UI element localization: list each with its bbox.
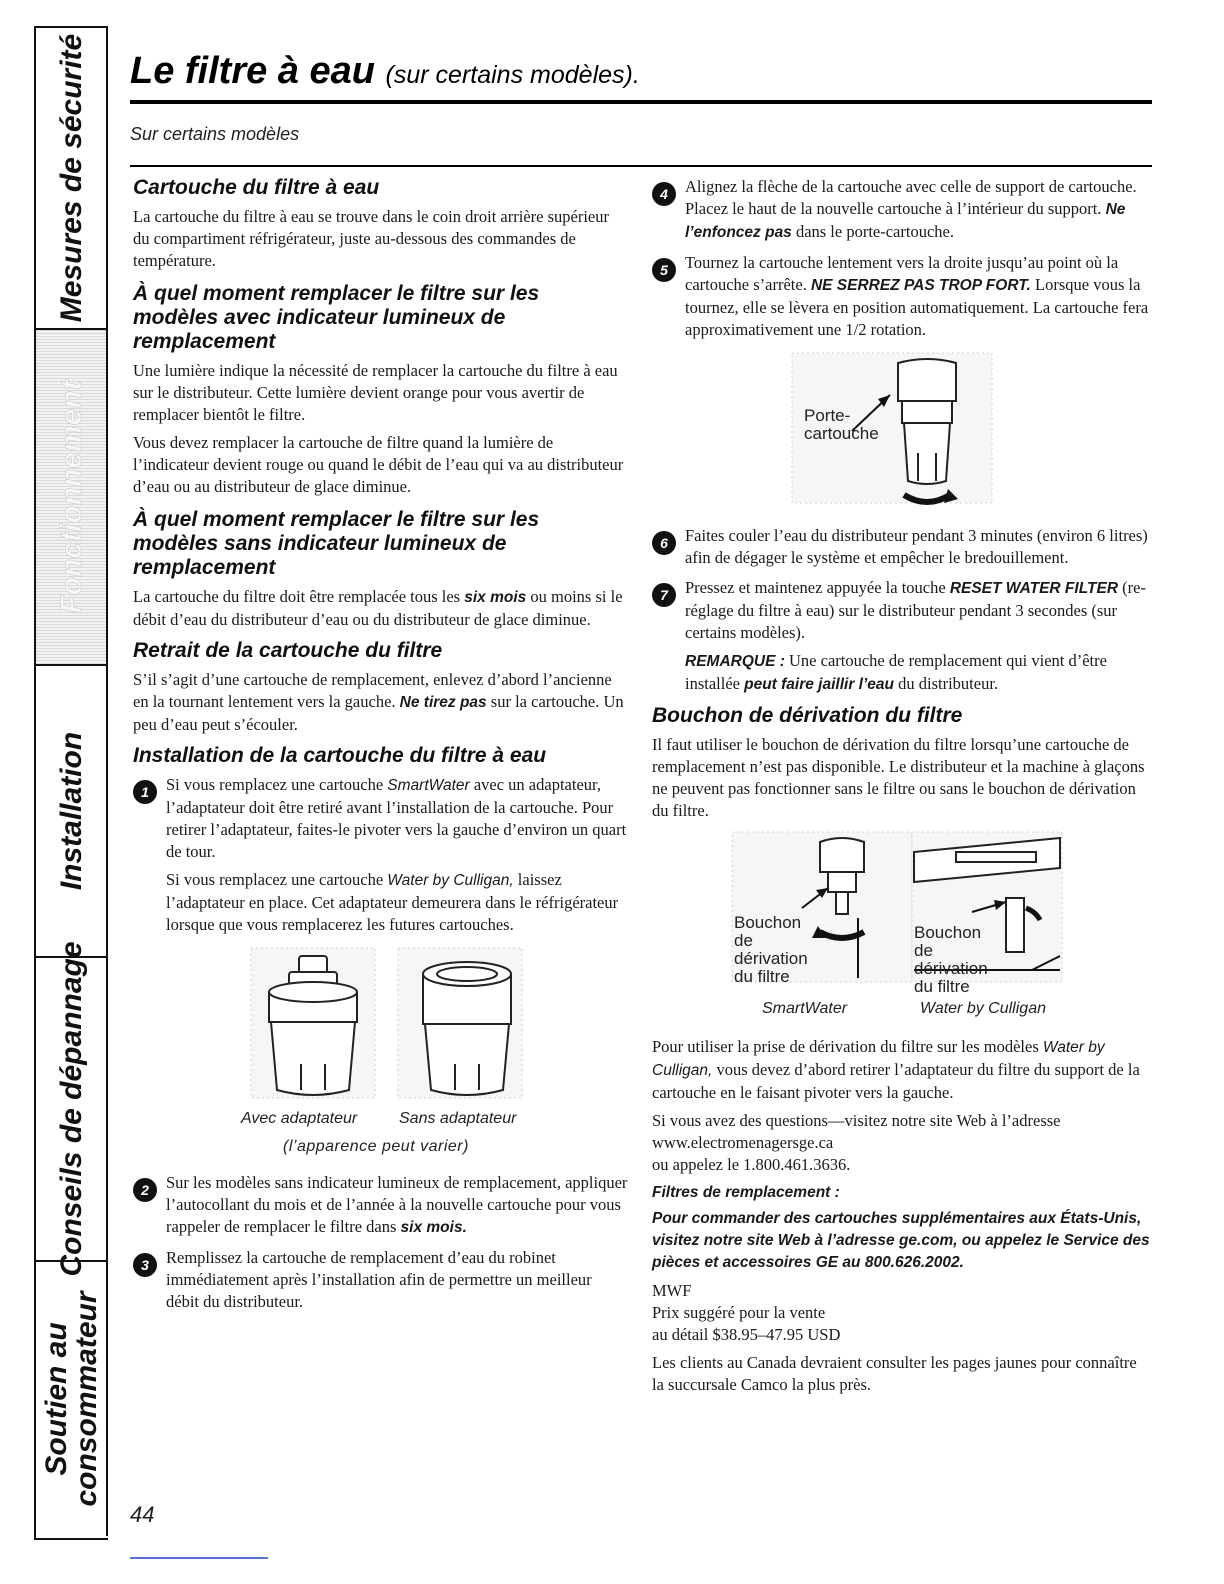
section-text: Vous devez remplacer la cartouche de filtre quand la lumière de l’indicateur devient rouge ou quand le débit de l’eau qui va au distributeur d’eau ou au distributeur de glace diminue.: [133, 433, 624, 496]
canada-text: Les clients au Canada devraient consulter les pages jaunes pour connaître la succursale Camco la plus près.: [652, 1353, 1137, 1394]
step-number: 3: [133, 1253, 157, 1277]
step-text: Faites couler l’eau du distributeur pendant 3 minutes (environ 6 litres) afin de dégager le système et empêcher le bredouillement.: [685, 526, 1148, 567]
price-text: MWF Prix suggéré pour la vente au détail $38.95–47.95 USD: [652, 1281, 841, 1344]
step-5: [652, 252, 1150, 341]
bypass-label-left: Bouchon de dérivation du filtre: [734, 913, 808, 986]
title-rule: [130, 100, 1152, 104]
section-heading: Installation de la cartouche du filtre à eau: [133, 744, 547, 767]
step-text: Pressez et maintenez appuyée la touche RESET WATER FILTER (re-réglage du filtre à eau) sur le distributeur pendant 3 secondes (sur certains modèles).: [685, 578, 1146, 642]
title-sub: (sur certains modèles).: [385, 61, 640, 89]
step-3: [133, 1247, 628, 1313]
section-text: Il faut utiliser le bouchon de dérivation du filtre lorsqu’une cartouche de remplacement n’est pas disponible. Le distributeur et la machine à glaçons ne peuvent pas fonctionner sans le filtre ou sans le bouchon de dérivation du filtre.: [652, 735, 1145, 820]
note-text: REMARQUE : Une cartouche de remplacement qui vient d’être installée peut faire jaillir l’eau du distributeur.: [685, 651, 1107, 693]
step-2: [133, 1172, 628, 1239]
step-text: Alignez la flèche de la cartouche avec celle de support de cartouche. Placez le haut de la nouvelle cartouche à l’intérieur du support. Ne l’enfoncez pas dans le porte-cartouche.: [685, 177, 1137, 241]
step-text: Remplissez la cartouche de remplacement d’eau du robinet immédiatement après l’installation afin de permettre un meilleur débit du distributeur.: [166, 1248, 592, 1311]
title-main: Le filtre à eau: [130, 50, 375, 92]
page-subtitle: Sur certains modèles: [130, 124, 300, 144]
section-tab-bar: [34, 26, 108, 1540]
tab-fonctionnement[interactable]: [36, 330, 108, 666]
adapter-captions: [241, 1110, 531, 1128]
left-column: [133, 176, 628, 1321]
section-text: La cartouche du filtre à eau se trouve dans le coin droit arrière supérieur du compartiment réfrigérateur, juste au-dessous des commandes de température.: [133, 207, 609, 270]
contact-text: Si vous avez des questions—visitez notre site Web à l’adresse www.electromenagersge.ca ou appelez le 1.800.461.3636.: [652, 1111, 1061, 1174]
emphasis: peut faire jaillir l’eau: [744, 676, 894, 693]
caption-smartwater: SmartWater: [762, 1000, 848, 1017]
step-6: [652, 525, 1150, 569]
emphasis: RESET WATER FILTER: [949, 580, 1119, 597]
caption-without-adapter: Sans adaptateur: [399, 1110, 517, 1127]
section-text: S’il s’agit d’une cartouche de remplacement, enlevez d’abord l’ancienne en la tournant lentement vers la gauche. Ne tirez pas sur la cartouche. Un peu d’eau peut s’écouler.: [133, 670, 624, 734]
step-number: 6: [652, 531, 676, 555]
page-title: [130, 50, 1152, 93]
step-number: 4: [652, 182, 676, 206]
brand-name: SmartWater: [387, 777, 470, 794]
tab-installation[interactable]: [36, 666, 108, 958]
footer-rule: [130, 1557, 268, 1559]
emphasis: Ne tirez pas: [399, 694, 487, 711]
step-text: Si vous remplacez une cartouche SmartWater avec un adaptateur, l’adaptateur doit être retiré avant l’installation de la cartouche. Pour retirer l’adaptateur, faites-le pivoter vers la gauche d’environ un quart de tour.: [166, 775, 627, 861]
replacement-heading: Filtres de remplacement :: [652, 1184, 840, 1201]
brand-name: Water by Culligan,: [387, 872, 514, 889]
tab-label-line-2: consommateur: [70, 1291, 103, 1507]
section-text: Pour utiliser la prise de dérivation du filtre sur les modèles Water by Culligan, vous devez d’abord retirer l’adaptateur du filtre du support de la cartouche en le faisant pivoter vers la gauche.: [652, 1037, 1140, 1102]
step-number: 2: [133, 1178, 157, 1202]
cartridge-illustration: [133, 944, 628, 1104]
tab-label: Conseils de dépannage: [55, 941, 88, 1277]
subtitle-rule: [130, 165, 1152, 167]
tab-label: Installation: [55, 731, 88, 891]
note-label: REMARQUE :: [685, 653, 785, 670]
emphasis: NE SERREZ PAS TROP FORT.: [810, 277, 1031, 294]
tab-label: [42, 1291, 102, 1506]
website-link[interactable]: www.electromenagersge.ca: [652, 1133, 834, 1152]
step-7: [652, 577, 1150, 696]
holder-figure: [652, 349, 1150, 515]
step-4: [652, 176, 1150, 244]
tab-label-line-1: Soutien au: [40, 1322, 73, 1476]
section-text: Une lumière indique la nécessité de remplacer la cartouche du filtre à eau sur le distributeur. Cette lumière devient orange pour vous avertir de remplacer bientôt le filtre.: [133, 361, 618, 424]
caption-culligan: Water by Culligan: [920, 1000, 1046, 1017]
appearance-note: (l’apparence peut varier): [283, 1138, 469, 1155]
brand-name: Water by Culligan,: [652, 1039, 1105, 1079]
model-number: MWF: [652, 1281, 692, 1300]
bypass-figure: [652, 828, 1150, 1026]
step-number: 5: [652, 258, 676, 282]
tab-soutien-au-consommateur[interactable]: [36, 1262, 108, 1536]
step-1: [133, 774, 628, 936]
sidebar-divider: [106, 26, 108, 1536]
caption-with-adapter: Avec adaptateur: [241, 1110, 358, 1127]
holder-label: Porte- cartouche: [804, 406, 879, 443]
bypass-illustration: [652, 828, 1150, 998]
step-text: Sur les modèles sans indicateur lumineux de remplacement, appliquer l’autocollant du mois et de l’année à la nouvelle cartouche pour vous rappeler de remplacer le filtre dans six mois.: [166, 1173, 628, 1236]
section-heading: À quel moment remplacer le filtre sur les modèles avec indicateur lumineux de remplacement: [133, 282, 540, 353]
section-heading: À quel moment remplacer le filtre sur les modèles sans indicateur lumineux de remplacement: [133, 508, 540, 579]
section-heading: Retrait de la cartouche du filtre: [133, 639, 443, 662]
step-number: 7: [652, 583, 676, 607]
section-heading: Cartouche du filtre à eau: [133, 176, 380, 199]
right-column: [652, 176, 1150, 1402]
tab-conseils-de-depannage[interactable]: [36, 941, 108, 1277]
step-text: Tournez la cartouche lentement vers la droite jusqu’au point où la cartouche s’arrête. NE SERREZ PAS TROP FORT. Lorsque vous la tournez, elle se lèvera en position automatiquement. La cartouche fera approximativement une 1/2 rotation.: [685, 253, 1149, 339]
replacement-order-text: Pour commander des cartouches supplémentaires aux États-Unis, visitez notre site Web à l’adresse ge.com, ou appelez le Service des pièces et accessoires GE au 800.626.2002.: [652, 1210, 1150, 1271]
emphasis: Ne l’enfoncez pas: [685, 201, 1126, 241]
holder-illustration: [652, 349, 1150, 515]
tab-label: Fonctionnement: [55, 380, 88, 614]
step-number: 1: [133, 780, 157, 804]
bypass-label-right: Bouchon de dérivation du filtre: [914, 923, 988, 996]
page-number: 44: [130, 1502, 155, 1527]
section-heading: Bouchon de dérivation du filtre: [652, 704, 963, 727]
tab-label: Mesures de sécurité: [55, 33, 88, 323]
emphasis: six mois.: [400, 1219, 467, 1236]
step-text: Si vous remplacez une cartouche Water by Culligan, laissez l’adaptateur en place. Cet adaptateur demeurera dans le réfrigérateur lorsque que vous remplacerez les futures cartouches.: [166, 870, 619, 934]
tab-mesures-de-securite[interactable]: [36, 28, 108, 330]
adapter-figure: [133, 944, 628, 1162]
emphasis: six mois: [464, 589, 527, 606]
section-text: La cartouche du filtre doit être remplacée tous les six mois ou moins si le débit d’eau du distributeur d’eau ou du distributeur de glace diminue.: [133, 587, 623, 629]
